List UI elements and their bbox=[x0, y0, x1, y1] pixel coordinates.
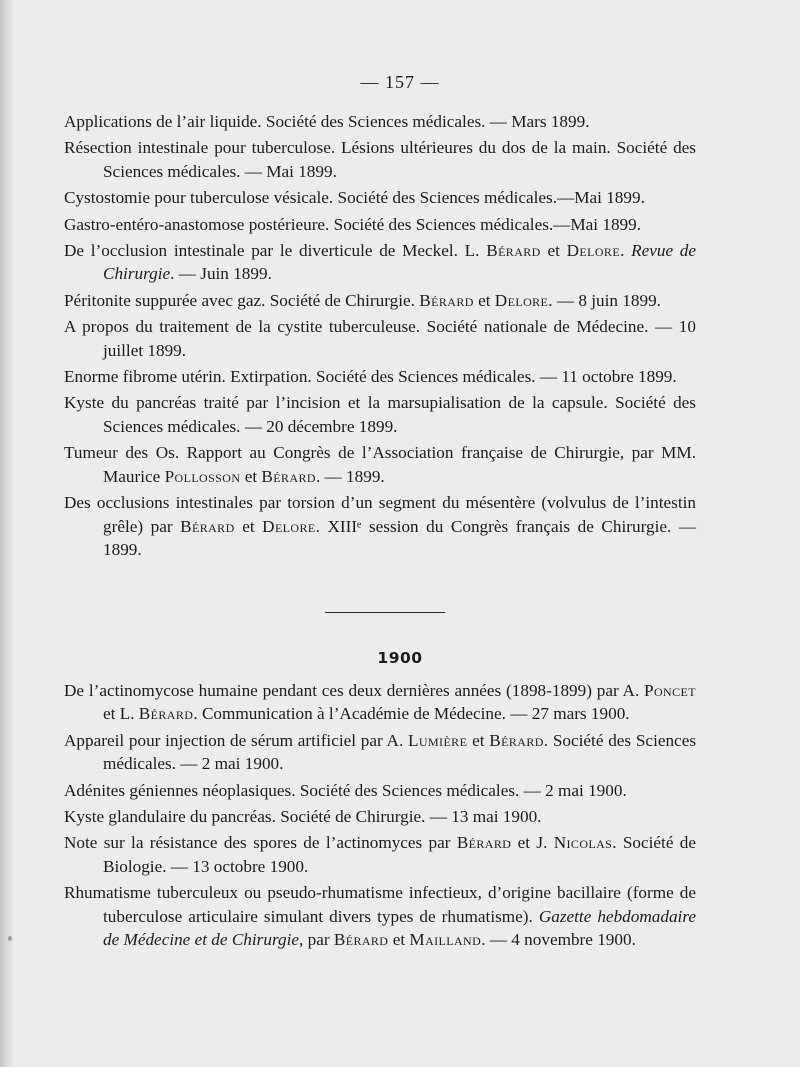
author-name: Bérard bbox=[180, 516, 235, 536]
section-divider bbox=[325, 612, 445, 613]
bibliography-entry: Kyste du pancréas traité par l’incision et la marsupialisation de la capsule. Société des Sciences médicales. — 20 décembre 1899. bbox=[64, 393, 696, 436]
bibliography-list-1900 bbox=[64, 679, 696, 954]
author-name: Bérard bbox=[419, 290, 474, 310]
journal-title: Gazette hebdomadaire de Médecine et de Chirurgie bbox=[103, 906, 696, 950]
author-name: Poncet bbox=[644, 681, 696, 700]
author-name: Delore bbox=[494, 290, 549, 310]
bibliography-entry: De l’occlusion intestinale par le diverticule de Meckel. L. Bérard et Delore. Revue de Chirurgie. — Juin 1899. bbox=[64, 241, 697, 284]
bibliography-entry: Appareil pour injection de sérum artificiel par A. Lumière et Bérard. Société des Sciences médicales. — 2 mai 1900. bbox=[64, 730, 697, 774]
bibliography-entry: Adénites géniennes néoplasiques. Société des Sciences médicales. — 2 mai 1900. bbox=[64, 780, 627, 800]
author-name: Mailland bbox=[409, 930, 482, 950]
bibliography-list-1899 bbox=[64, 110, 696, 564]
author-name: Lumière bbox=[408, 730, 468, 750]
author-name: Bérard bbox=[138, 704, 194, 724]
bibliography-entry: Cystostomie pour tuberculose vésicale. Société des Sciences médicales.—Mai 1899. bbox=[64, 188, 645, 208]
bibliography-entry: De l’actinomycose humaine pendant ces deux dernières années (1898-1899) par A. Poncet et L. Bérard. Communication à l’Académie de Médecine. — 27 mars 1900. bbox=[64, 681, 696, 724]
bibliography-entry: Résection intestinale pour tuberculose. Lésions ultérieures du dos de la main. Société des Sciences médicales. — Mai 1899. bbox=[64, 138, 696, 181]
author-name: Delore bbox=[262, 516, 316, 536]
bibliography-entry: Rhumatisme tuberculeux ou pseudo-rhumatisme infectieux, d’origine bacillaire (forme de tuberculose articulaire simulant divers types de rhumatisme). Gazette hebdomadaire de Médecine et de Chirurgie, par Bérard et Mailland. — 4 novembre 1900. bbox=[64, 883, 696, 950]
bibliography-entry: A propos du traitement de la cystite tuberculeuse. Société nationale de Médecine. — 10 juillet 1899. bbox=[64, 317, 696, 360]
paper-speck bbox=[8, 936, 12, 941]
journal-title: Revue de Chirurgie bbox=[103, 241, 697, 284]
author-name: Delore bbox=[566, 241, 621, 261]
author-name: Bérard bbox=[489, 730, 544, 750]
author-name: Nicolas bbox=[553, 833, 613, 853]
bibliography-entry: Péritonite suppurée avec gaz. Société de Chirurgie. Bérard et Delore. — 8 juin 1899. bbox=[64, 290, 661, 310]
page-gutter-shadow bbox=[0, 0, 14, 1067]
bibliography-entry: Tumeur des Os. Rapport au Congrès de l’Association française de Chirurgie, par MM. Maurice Pollosson et Bérard. — 1899. bbox=[64, 443, 696, 486]
author-name: Bérard bbox=[456, 833, 512, 853]
bibliography-entry: Enorme fibrome utérin. Extirpation. Société des Sciences médicales. — 11 octobre 1899. bbox=[64, 367, 677, 387]
bibliography-entry: Gastro-entéro-anastomose postérieure. Société des Sciences médicales.—Mai 1899. bbox=[64, 214, 642, 234]
bibliography-entry: Des occlusions intestinales par torsion d’un segment du mésentère (volvulus de l’intestin grêle) par Bérard et Delore. XIIIᵉ session du Congrès français de Chirurgie. — 1899. bbox=[64, 493, 697, 559]
author-name: Bérard bbox=[261, 466, 316, 486]
author-name: Bérard bbox=[486, 241, 541, 261]
bibliography-entry: Applications de l’air liquide. Société des Sciences médicales. — Mars 1899. bbox=[64, 112, 590, 131]
bibliography-entry: Note sur la résistance des spores de l’actinomyces par Bérard et J. Nicolas. Société de Biologie. — 13 octobre 1900. bbox=[64, 833, 697, 876]
author-name: Pollosson bbox=[164, 466, 241, 486]
page-number: — 157 — bbox=[360, 72, 440, 92]
author-name: Bérard bbox=[333, 930, 389, 950]
year-heading: 1900 bbox=[377, 649, 423, 667]
bibliography-entry: Kyste glandulaire du pancréas. Société de Chirurgie. — 13 mai 1900. bbox=[64, 807, 542, 827]
